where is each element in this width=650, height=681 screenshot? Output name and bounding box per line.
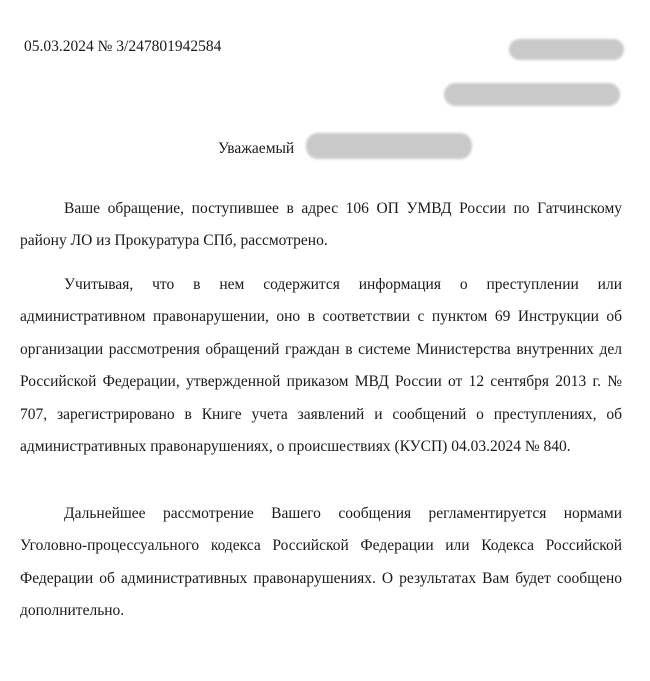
- paragraph-1: Ваше обращение, поступившее в адрес 106 ОП УМВД России по Гатчинскому району ЛО из Прокуратура СПб, рассмотрено.: [20, 200, 622, 250]
- paragraph-3: Дальнейшее рассмотрение Вашего сообщения регламентируется нормами Уголовно-процессуального кодекса Российской Федерации или Кодекса Российской Федерации об административных правонарушениях. О результатах Вам будет сообщено дополнительно.: [20, 505, 622, 620]
- redacted-recipient-name: [306, 133, 472, 159]
- redacted-addressee-line-1: [509, 39, 624, 60]
- document-date-number: 05.03.2024 № 3/247801942584: [24, 38, 222, 55]
- paragraph-2: Учитывая, что в нем содержится информация о преступлении или административном правонарушении, оно в соответствии с пунктом 69 Инструкции об организации рассмотрения обращений граждан в системе Министерства внутренних дел Российской Федерации, утвержденной приказом МВД России от 12 сентября 2013 г. № 707, зарегистрировано в Книге учета заявлений и сообщений о преступлениях, об административных правонарушениях, о происшествиях (КУСП) 04.03.2024 № 840.: [20, 276, 622, 456]
- greeting: Уважаемый: [218, 140, 295, 157]
- redacted-addressee-line-2: [444, 83, 620, 106]
